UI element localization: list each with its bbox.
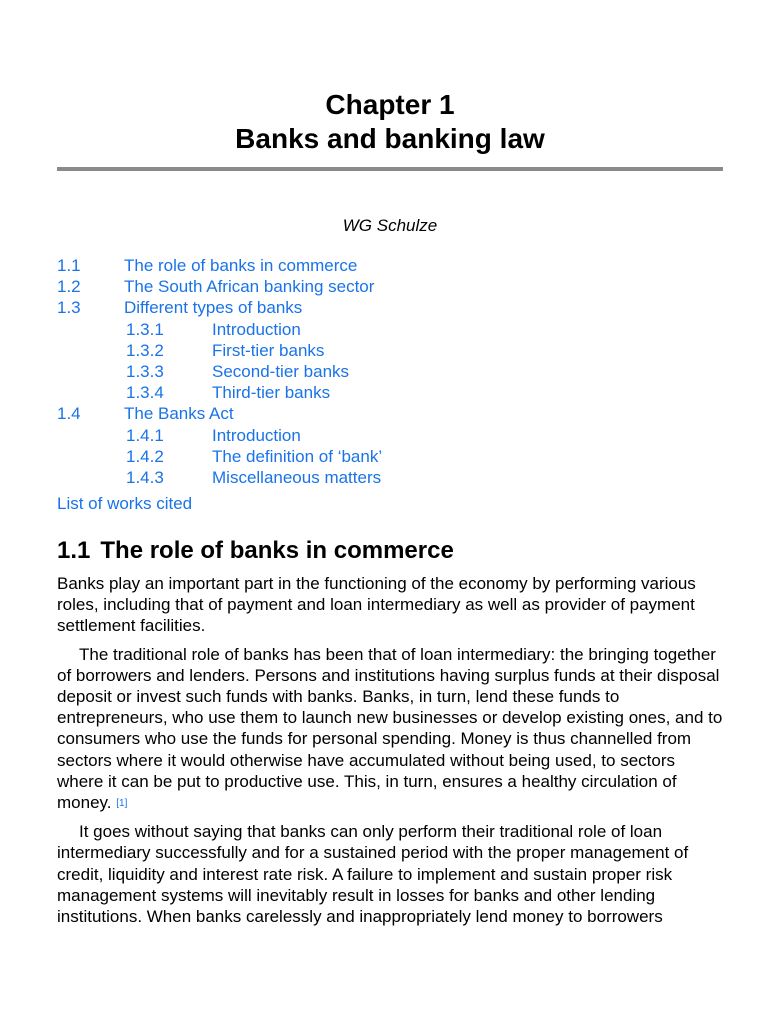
toc-label: Third-tier banks bbox=[212, 383, 331, 403]
toc-number: 1.3.1 bbox=[126, 319, 164, 339]
toc-label: Introduction bbox=[212, 425, 301, 445]
toc-label: The South African banking sector bbox=[124, 277, 375, 297]
footnote-link[interactable]: [1] bbox=[116, 798, 128, 810]
chapter-label: Chapter 1 bbox=[325, 89, 455, 120]
chapter-heading bbox=[57, 88, 723, 156]
toc-label: The definition of ‘bank’ bbox=[212, 446, 383, 466]
toc-number: 1.3 bbox=[57, 298, 81, 318]
toc-item-1-3-1[interactable] bbox=[57, 319, 723, 340]
toc-number: 1.3.2 bbox=[126, 340, 164, 360]
toc-number: 1.3.4 bbox=[126, 383, 164, 403]
section-number: 1.1 bbox=[57, 537, 91, 564]
toc-label: First-tier banks bbox=[212, 340, 325, 360]
toc-item-1-3[interactable] bbox=[57, 297, 723, 318]
toc-label: Miscellaneous matters bbox=[212, 467, 382, 487]
toc-label: Second-tier banks bbox=[212, 361, 350, 381]
paragraph-text: The traditional role of banks has been that of loan intermediary: the bringing together of borrowers and lenders. Persons and institutions having surplus funds at their disposal deposit or invest such funds with banks. Banks, in turn, lend these funds to entrepreneurs, who use them to launch new businesses or develop existing ones, and to consumers who use the funds for personal spending. Money is thus channelled from sectors where it would otherwise have accumulated without being used, to sectors where it can be put to productive use. This, in turn, ensures a healthy circulation of money. bbox=[57, 644, 723, 813]
toc-item-1-4[interactable] bbox=[57, 403, 723, 424]
toc-item-1-3-4[interactable] bbox=[57, 382, 723, 403]
paragraph-text: It goes without saying that banks can only perform their traditional role of loan intermediary successfully and for a sustained period with the proper management of credit, liquidity and interest rate risk. A failure to implement and sustain proper risk management systems will inevitably result in losses for banks and other lending institutions. When banks carelessly and inappropriately lend money to borrowers bbox=[57, 822, 689, 927]
toc-item-1-1[interactable] bbox=[57, 255, 723, 276]
toc-label: Different types of banks bbox=[124, 298, 303, 318]
section-body bbox=[57, 573, 723, 934]
toc-number: 1.4.3 bbox=[126, 467, 164, 487]
paragraph bbox=[57, 573, 723, 637]
toc-number: 1.4.2 bbox=[126, 446, 164, 466]
paragraph bbox=[57, 644, 723, 815]
toc-item-1-4-3[interactable] bbox=[57, 467, 723, 488]
toc-item-1-4-2[interactable] bbox=[57, 446, 723, 467]
paragraph-text: Banks play an important part in the functioning of the economy by performing various roles, including that of payment and loan intermediary as well as provider of payment settlement facilities. bbox=[57, 574, 696, 636]
section-heading bbox=[57, 536, 454, 566]
toc-item-1-4-1[interactable] bbox=[57, 425, 723, 446]
toc-item-1-2[interactable] bbox=[57, 276, 723, 297]
toc-item-1-3-3[interactable] bbox=[57, 361, 723, 382]
toc-number: 1.2 bbox=[57, 277, 81, 297]
toc-number: 1.1 bbox=[57, 256, 81, 275]
author-name: WG Schulze bbox=[342, 216, 438, 235]
table-of-contents bbox=[57, 255, 723, 488]
toc-number: 1.4 bbox=[57, 404, 81, 424]
toc-number: 1.3.3 bbox=[126, 361, 164, 381]
toc-item-1-3-2[interactable] bbox=[57, 340, 723, 361]
toc-label: The role of banks in commerce bbox=[124, 256, 358, 275]
toc-label: The Banks Act bbox=[124, 404, 234, 424]
toc-number: 1.4.1 bbox=[126, 425, 164, 445]
heading-divider bbox=[57, 167, 723, 171]
works-cited-link[interactable]: List of works cited bbox=[57, 494, 193, 513]
toc-label: Introduction bbox=[212, 319, 301, 339]
chapter-title: Banks and banking law bbox=[235, 123, 545, 154]
paragraph bbox=[57, 821, 723, 927]
section-title-text: The role of banks in commerce bbox=[100, 537, 454, 564]
